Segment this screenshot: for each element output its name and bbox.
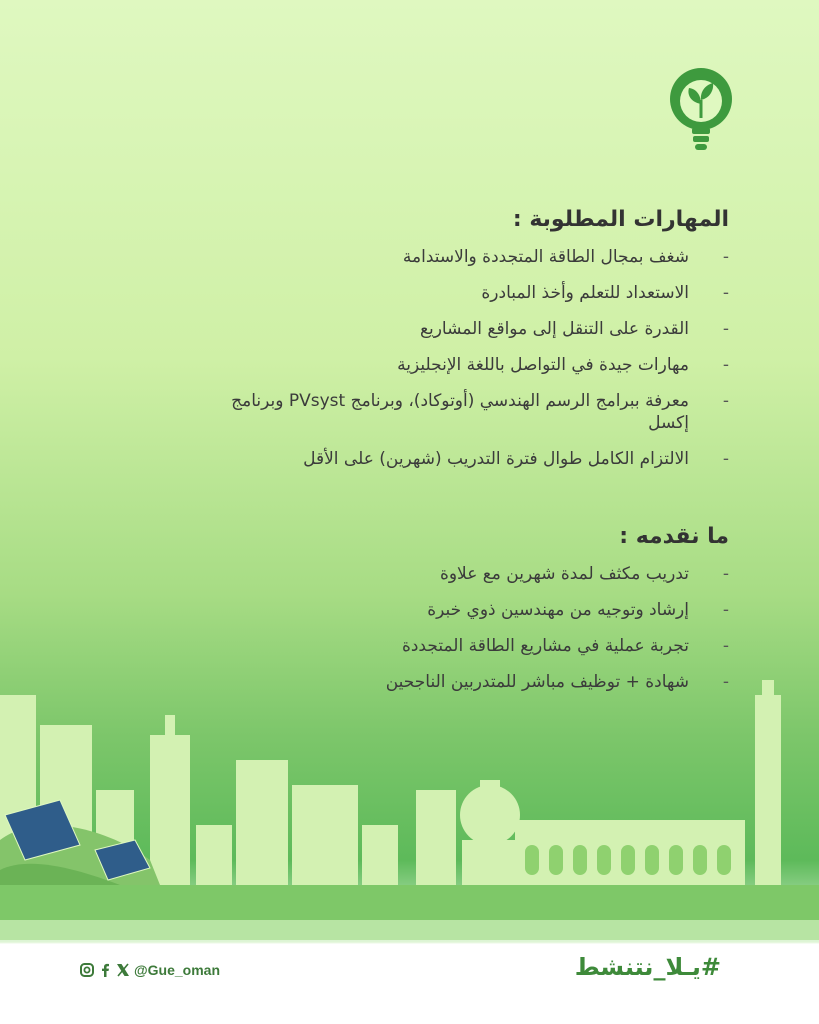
dash-bullet: - — [722, 355, 729, 375]
list-item: - تجربة عملية في مشاريع الطاقة المتجددة — [401, 636, 729, 656]
dash-bullet: - — [722, 564, 729, 584]
skills-list — [209, 246, 729, 470]
list-item: - معرفة ببرامج الرسم الهندسي (أوتوكاد)، وبرنامج PVsyst وبرنامج إكسل — [231, 391, 729, 433]
social-handle[interactable] — [80, 962, 220, 978]
dash-bullet: - — [722, 391, 729, 411]
hashtag: #يـلا_نتنشط — [574, 953, 721, 981]
dash-bullet: - — [722, 672, 729, 692]
list-item: - إرشاد وتوجيه من مهندسين ذوي خبرة — [427, 600, 729, 620]
list-item: - شهادة + توظيف مباشر للمتدربين الناجحين — [385, 672, 729, 692]
dash-bullet: - — [722, 247, 729, 267]
green-universe-logo — [668, 66, 734, 158]
list-item: - تدريب مكثف لمدة شهرين مع علاوة — [439, 564, 729, 584]
list-item: - شغف بمجال الطاقة المتجددة والاستدامة — [402, 247, 729, 267]
instagram-icon[interactable] — [80, 963, 94, 977]
dash-bullet: - — [722, 319, 729, 339]
list-item: - مهارات جيدة في التواصل باللغة الإنجليزية — [397, 355, 729, 375]
skills-section — [209, 207, 729, 484]
handle-text[interactable]: @Gue_oman — [134, 962, 221, 978]
city-skyline-illustration — [0, 640, 819, 940]
dash-bullet: - — [722, 636, 729, 656]
facebook-icon[interactable] — [98, 963, 112, 977]
dash-bullet: - — [722, 449, 729, 469]
list-item: - الالتزام الكامل طوال فترة التدريب (شهرين) على الأقل — [303, 449, 729, 469]
skills-heading: المهارات المطلوبة : — [512, 207, 729, 232]
dash-bullet: - — [722, 600, 729, 620]
list-item: - الاستعداد للتعلم وأخذ المبادرة — [481, 283, 729, 303]
dash-bullet: - — [722, 283, 729, 303]
list-item: - القدرة على التنقل إلى مواقع المشاريع — [419, 319, 729, 339]
x-icon[interactable] — [116, 963, 130, 977]
offer-heading: ما نقدمه : — [619, 524, 729, 549]
